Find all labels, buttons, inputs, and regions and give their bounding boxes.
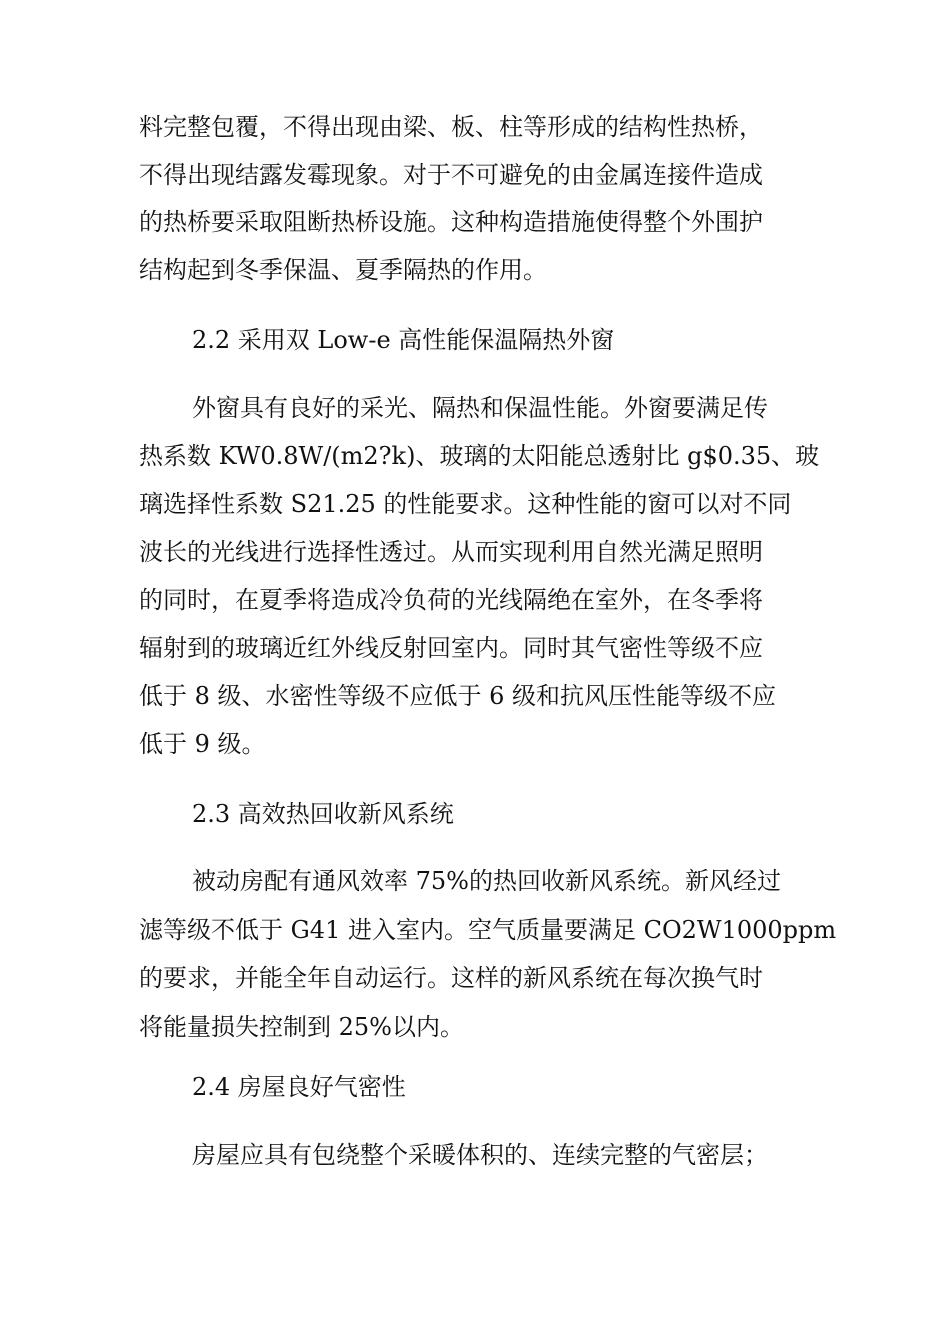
text-line: 料完整包覆，不得出现由梁、板、柱等形成的结构性热桥， [139,113,763,141]
text-line: 外窗具有良好的采光、隔热和保温性能。外窗要满足传 [192,394,768,422]
text-line: 辐射到的玻璃近红外线反射回室内。同时其气密性等级不应 [139,634,763,662]
section-heading-2-4 [139,1063,819,1111]
text-line: 热系数 KW0.8W/(m2?k)、玻璃的太阳能总透射比 g$0.35、玻 [139,442,820,470]
text-line: 滤等级不低于 G41 进入室内。空气质量要满足 CO2W1000ppm [139,915,837,944]
text-line: 被动房配有通风效率 75%的热回收新风系统。新风经过 [192,867,781,895]
heading-text: 2.3 高效热回收新风系统 [192,800,454,828]
section-heading-2-3 [139,790,819,838]
text-line: 的要求，并能全年自动运行。这样的新风系统在每次换气时 [139,964,763,992]
text-line: 房屋应具有包绕整个采暖体积的、连续完整的气密层； [192,1141,768,1169]
text-line: 将能量损失控制到 25%以内。 [139,1012,464,1041]
text-line: 低于 9 级。 [139,730,266,758]
heading-text: 2.4 房屋良好气密性 [192,1073,406,1101]
paragraph-envelope-insulation [139,104,819,294]
text-line: 低于 8 级、水密性等级不应低于 6 级和抗风压性能等级不应 [139,682,777,710]
paragraph-windows [139,384,819,768]
heading-text: 2.2 采用双 Low-e 高性能保温隔热外窗 [192,326,615,354]
text-line: 的热桥要采取阻断热桥设施。这种构造措施使得整个外围护 [139,208,763,236]
text-line: 璃选择性系数 S21.25 的性能要求。这种性能的窗可以对不同 [139,490,792,518]
text-line: 的同时，在夏季将造成冷负荷的光线隔绝在室外，在冬季将 [139,586,763,614]
text-line: 波长的光线进行选择性透过。从而实现利用自然光满足照明 [139,538,763,566]
text-line: 结构起到冬季保温、夏季隔热的作用。 [139,255,547,284]
section-heading-2-2 [139,316,819,364]
paragraph-airtightness [139,1131,819,1179]
text-line: 不得出现结露发霉现象。对于不可避免的由金属连接件造成 [139,160,763,189]
paragraph-ventilation [139,857,837,1051]
